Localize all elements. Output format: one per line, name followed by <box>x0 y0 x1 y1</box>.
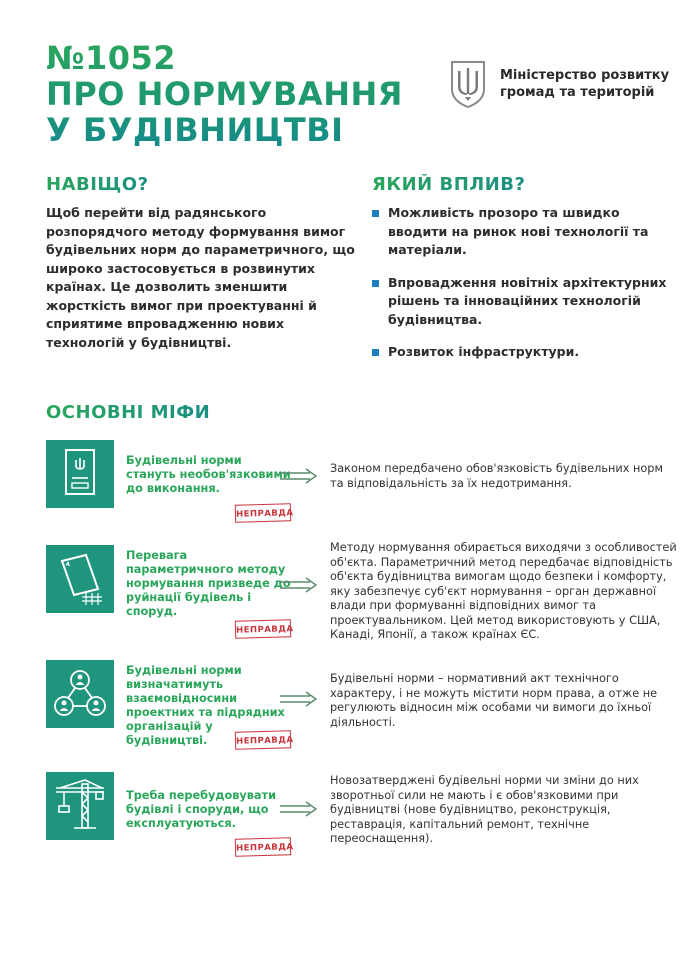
false-stamp: НЕПРАВДА <box>235 730 291 749</box>
impact-line: будівництва. <box>388 311 483 327</box>
title-line: ПРО НОРМУВАННЯ <box>46 75 403 113</box>
answer-line: об'єкта. Параметричний метод передбачає відповідність <box>330 555 673 569</box>
building-plan-icon <box>46 545 114 613</box>
answer-line: Новозатверджені будівельні норми чи зміни до них <box>330 774 639 787</box>
myth-line: Треба перебудовувати <box>126 789 276 802</box>
impact-line: Можливість прозоро та швидко <box>388 205 620 220</box>
double-arrow-right-icon <box>280 468 318 484</box>
ministry-logo <box>448 58 678 110</box>
answer-line: Будівельні норми – нормативний акт технічного <box>330 672 619 685</box>
impact-item <box>372 204 672 260</box>
answer-line: зворотньої сили не мають і є обов'язковими при <box>330 788 619 802</box>
myth-line: проектних та підрядних <box>126 706 285 719</box>
myth-line: стануть необов'язковими <box>126 468 291 481</box>
page-title <box>46 40 403 148</box>
double-arrow-right-icon <box>280 691 318 707</box>
document-trident-icon <box>46 440 114 508</box>
answer-line: переоснащення). <box>330 832 434 845</box>
why-line: розпорядчого методу формування вимог <box>46 223 346 239</box>
answer-line: влади при формуванні відповідних вимог та <box>330 599 597 612</box>
ministry-name-line: громад та територій <box>500 85 655 100</box>
why-text <box>46 204 355 352</box>
myth-line: нормування призведе до <box>126 577 291 590</box>
false-stamp: НЕПРАВДА <box>235 837 291 856</box>
false-stamp: НЕПРАВДА <box>235 503 291 522</box>
impact-item <box>372 343 672 362</box>
myth-line: до виконання. <box>126 482 220 495</box>
impact-line: Розвиток інфраструктури. <box>388 344 580 359</box>
myth-line: будівлі і споруди, що <box>126 803 269 816</box>
answer-line: об'єкта будівництва вимогам щодо безпеки і комфорту, <box>330 570 667 583</box>
myth-icon-box <box>46 545 114 613</box>
myth-answer <box>330 672 657 730</box>
myth-line: експлуатуються. <box>126 817 236 830</box>
answer-line: характеру, і не можуть містити норм права, а отже не <box>330 686 658 700</box>
myth-line: будівництві. <box>126 734 208 747</box>
impact-line: рішень та інноваційних технологій <box>388 293 641 308</box>
crane-icon <box>46 772 114 840</box>
why-heading: НАВІЩО? <box>46 174 149 195</box>
myth-title <box>126 454 291 496</box>
double-arrow-right-icon <box>280 801 318 817</box>
myth-line: Будівельні норми <box>126 454 242 467</box>
myth-title <box>126 549 291 619</box>
answer-line: Законом передбачено обов'язковість будівельних норм <box>330 462 663 475</box>
answer-line: будівництві (нове будівництво, реконструкція, <box>330 803 611 816</box>
title-line: У БУДІВНИЦТВІ <box>46 111 344 149</box>
answer-line: Методу нормування обирається виходячи з особливостей <box>330 541 677 554</box>
answer-line: яку забезпечує суб'єкт нормування – орган державної <box>330 584 657 598</box>
myth-line: Перевага <box>126 549 188 562</box>
impact-line: вводити на ринок нові технології та <box>388 223 649 239</box>
false-stamp: НЕПРАВДА <box>235 619 291 638</box>
myth-line: параметричного методу <box>126 563 286 576</box>
myth-line: організацій у <box>126 720 213 733</box>
impact-line: Впровадження новітніх архітектурних <box>388 274 667 290</box>
answer-line: Канаді, Японії, а також країнах ЄС. <box>330 628 540 641</box>
answer-line: та відповідальність за їх недотримання. <box>330 476 572 490</box>
impact-heading: ЯКИЙ ВПЛИВ? <box>372 174 526 195</box>
myth-line: руйнації будівель і <box>126 591 252 604</box>
myth-icon-box <box>46 772 114 840</box>
myth-line: визначатимуть <box>126 678 224 691</box>
why-line: Щоб перейти від радянського <box>46 205 267 220</box>
why-line: технологій у будівництві. <box>46 334 232 350</box>
ministry-name-line: Міністерство розвитку <box>500 68 670 83</box>
myth-icon-box <box>46 660 114 728</box>
myth-answer <box>330 541 677 643</box>
myth-title <box>126 789 276 831</box>
why-line: сприятиме впровадженню нових <box>46 316 285 331</box>
why-line: широко застосовується в розвинутих <box>46 260 315 276</box>
impact-line: матеріали. <box>388 242 467 257</box>
impact-list <box>372 204 672 376</box>
answer-line: проектувальником. Цей метод використовують у США, <box>330 613 661 627</box>
myth-answer <box>330 462 663 491</box>
impact-item <box>372 274 672 330</box>
myth-line: споруд. <box>126 605 178 618</box>
trident-icon <box>448 59 488 109</box>
answer-line: регулюють відносин між особами чи вимоги до їхньої <box>330 701 652 714</box>
myth-answer <box>330 774 639 847</box>
why-line: будівельних норм до параметричного, що <box>46 242 355 257</box>
why-line: жорсткість вимог при проектуванні й <box>46 297 317 313</box>
people-network-icon <box>46 660 114 728</box>
myth-icon-box <box>46 440 114 508</box>
myth-line: взаємовідносини <box>126 692 238 705</box>
answer-line: діяльності. <box>330 715 396 729</box>
answer-line: реставрація, капітальний ремонт, технічне <box>330 817 590 831</box>
myths-heading: ОСНОВНІ МІФИ <box>46 402 211 423</box>
ministry-name <box>500 67 669 101</box>
myth-line: Будівельні норми <box>126 664 242 677</box>
why-line: країнах. Це дозволить зменшити <box>46 279 288 294</box>
title-line: №1052 <box>46 39 177 77</box>
double-arrow-right-icon <box>280 577 318 593</box>
